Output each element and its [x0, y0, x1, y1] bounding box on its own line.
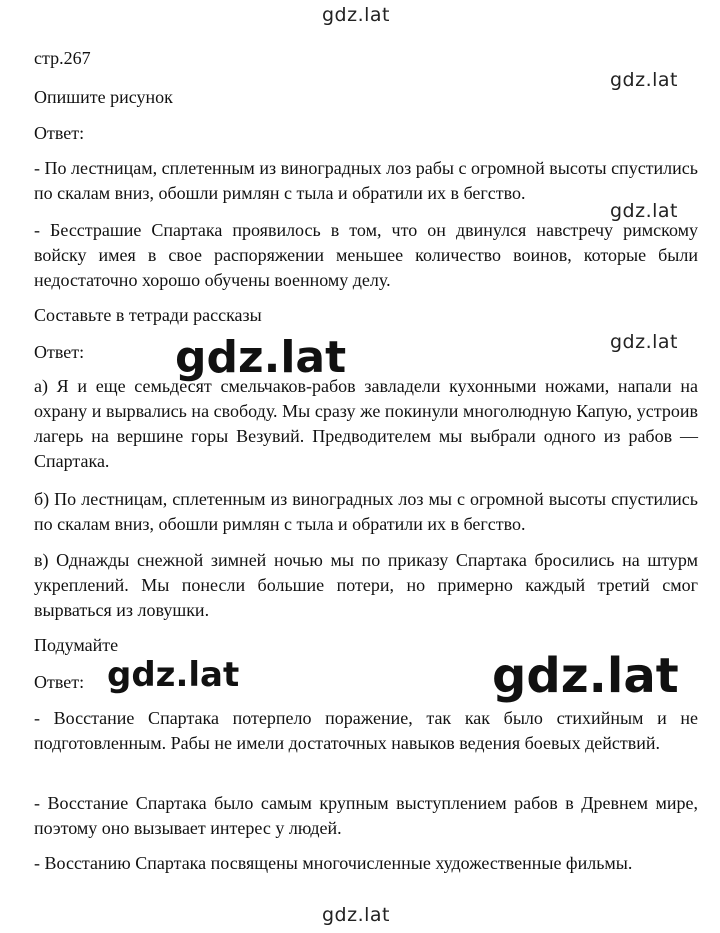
watermark-large-2: gdz.lat	[107, 655, 240, 695]
watermark-right-1: gdz.lat	[610, 69, 679, 91]
section2-paragraph-a: а) Я и еще семьдесят смельчаков-рабов завладели кухонными ножами, напали на охрану и вырвались на свободу. Мы сразу же покинули многолюдную Капую, устроив лагерь на вершине горы Везувий. Предводителем мы выбрали одного из рабов — Спартака.	[34, 376, 698, 471]
section2-paragraph-c: в) Однажды снежной зимней ночью мы по приказу Спартака бросились на штурм укреплений. Мы понесли большие потери, но примерно каждый третий смог вырваться из ловушки.	[34, 550, 698, 620]
page-reference: стр.267	[34, 48, 91, 68]
section2-answer-label: Ответ:	[34, 342, 85, 362]
section1-answer-label: Ответ:	[34, 123, 85, 143]
section3-answer-label: Ответ:	[34, 672, 85, 692]
section3-paragraph-1: - Восстание Спартака потерпело поражение, так как было стихийным и не подготовленным. Рабы не имели достаточных навыков ведения боевых действий.	[34, 708, 698, 753]
section1-paragraph-1: - По лестницам, сплетенным из виноградных лоз рабы с огромной высоты спустились по скалам вниз, обошли римлян с тыла и обратили их в бегство.	[34, 158, 698, 203]
watermark-top: gdz.lat	[322, 4, 391, 26]
section1-paragraph-2: - Бесстрашие Спартака проявилось в том, что он двинулся навстречу римскому войску имея в свое распоряжении меньшее количество воинов, которые были недостаточно хорошо обучены военному делу.	[34, 220, 698, 290]
watermark-right-2: gdz.lat	[610, 200, 679, 222]
section3-heading: Подумайте	[34, 635, 119, 655]
section3-paragraph-3: - Восстанию Спартака посвящены многочисленные художественные фильмы.	[34, 853, 633, 873]
section3-paragraph-2: - Восстание Спартака было самым крупным выступлением рабов в Древнем мире, поэтому оно вызывает интерес у людей.	[34, 793, 698, 838]
watermark-bottom: gdz.lat	[322, 904, 391, 926]
section2-paragraph-b: б) По лестницам, сплетенным из виноградных лоз мы с огромной высоты спустились по скалам вниз, обошли римлян с тыла и обратили их в бегство.	[34, 489, 698, 534]
watermark-large-1: gdz.lat	[175, 332, 347, 383]
section2-heading: Составьте в тетради рассказы	[34, 305, 262, 325]
section1-heading: Опишите рисунок	[34, 87, 173, 107]
watermark-large-3: gdz.lat	[492, 648, 679, 704]
watermark-right-3: gdz.lat	[610, 331, 679, 353]
